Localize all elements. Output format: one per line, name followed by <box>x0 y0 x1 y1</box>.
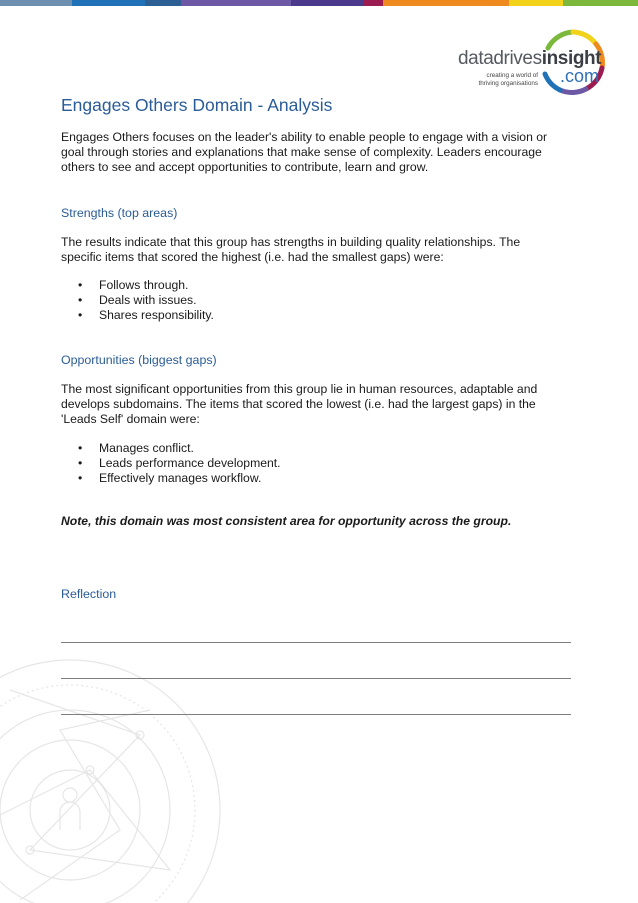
logo-tagline-line: creating a world of <box>486 72 538 79</box>
logo-word-insight: insight <box>541 48 602 69</box>
document-body <box>61 94 561 602</box>
opportunities-paragraph: The most significant opportunities from this group lie in human resources, adaptable and develops subdomains. The items that scored the lowest (i.e. had the largest gaps) in the 'Leads Self' domain were: <box>61 382 538 427</box>
logo-word-drives: drives <box>493 48 542 69</box>
color-bar-segment <box>364 0 383 6</box>
company-logo <box>455 26 615 101</box>
decorative-background-graphic <box>0 600 260 903</box>
list-item: • Leads performance development. <box>61 456 561 471</box>
color-bar-segment <box>563 0 638 6</box>
logo-domain-suffix: .com <box>560 66 600 86</box>
list-item: • Deals with issues. <box>61 293 561 308</box>
list-item: • Manages conflict. <box>61 441 561 456</box>
page-title: Engages Others Domain - Analysis <box>61 95 333 115</box>
reflection-line[interactable] <box>61 678 571 679</box>
list-item: • Follows through. <box>61 278 561 293</box>
reflection-heading: Reflection <box>61 586 117 601</box>
strengths-list <box>61 278 561 323</box>
reflection-line[interactable] <box>61 642 571 643</box>
strengths-heading: Strengths (top areas) <box>61 205 178 220</box>
color-bar-segment <box>509 0 563 6</box>
logo-tagline-line: thriving organisations <box>478 79 538 87</box>
consistency-note: Note, this domain was most consistent area for opportunity across the group. <box>61 513 512 528</box>
list-item: • Shares responsibility. <box>61 308 561 323</box>
logo-tagline <box>458 72 538 87</box>
color-bar-segment <box>0 0 72 6</box>
color-bar-segment <box>291 0 364 6</box>
opportunities-list <box>61 441 561 486</box>
strengths-paragraph: The results indicate that this group has strengths in building quality relationships. The specific items that scored the highest (i.e. had the smallest gaps) were: <box>61 234 521 264</box>
top-color-bar <box>0 0 638 6</box>
color-bar-segment <box>145 0 181 6</box>
intro-paragraph: Engages Others focuses on the leader's ability to enable people to engage with a vision or goal through stories and explanations that make sense of complexity. Leaders encourage others to see and accept opportunities to contribute, learn and grow. <box>61 130 548 175</box>
reflection-line[interactable] <box>61 714 571 715</box>
logo-word-data: data <box>458 48 494 69</box>
color-bar-segment <box>181 0 291 6</box>
color-bar-segment <box>383 0 509 6</box>
color-bar-segment <box>72 0 145 6</box>
list-item: • Effectively manages workflow. <box>61 471 561 486</box>
opportunities-heading: Opportunities (biggest gaps) <box>61 353 217 368</box>
